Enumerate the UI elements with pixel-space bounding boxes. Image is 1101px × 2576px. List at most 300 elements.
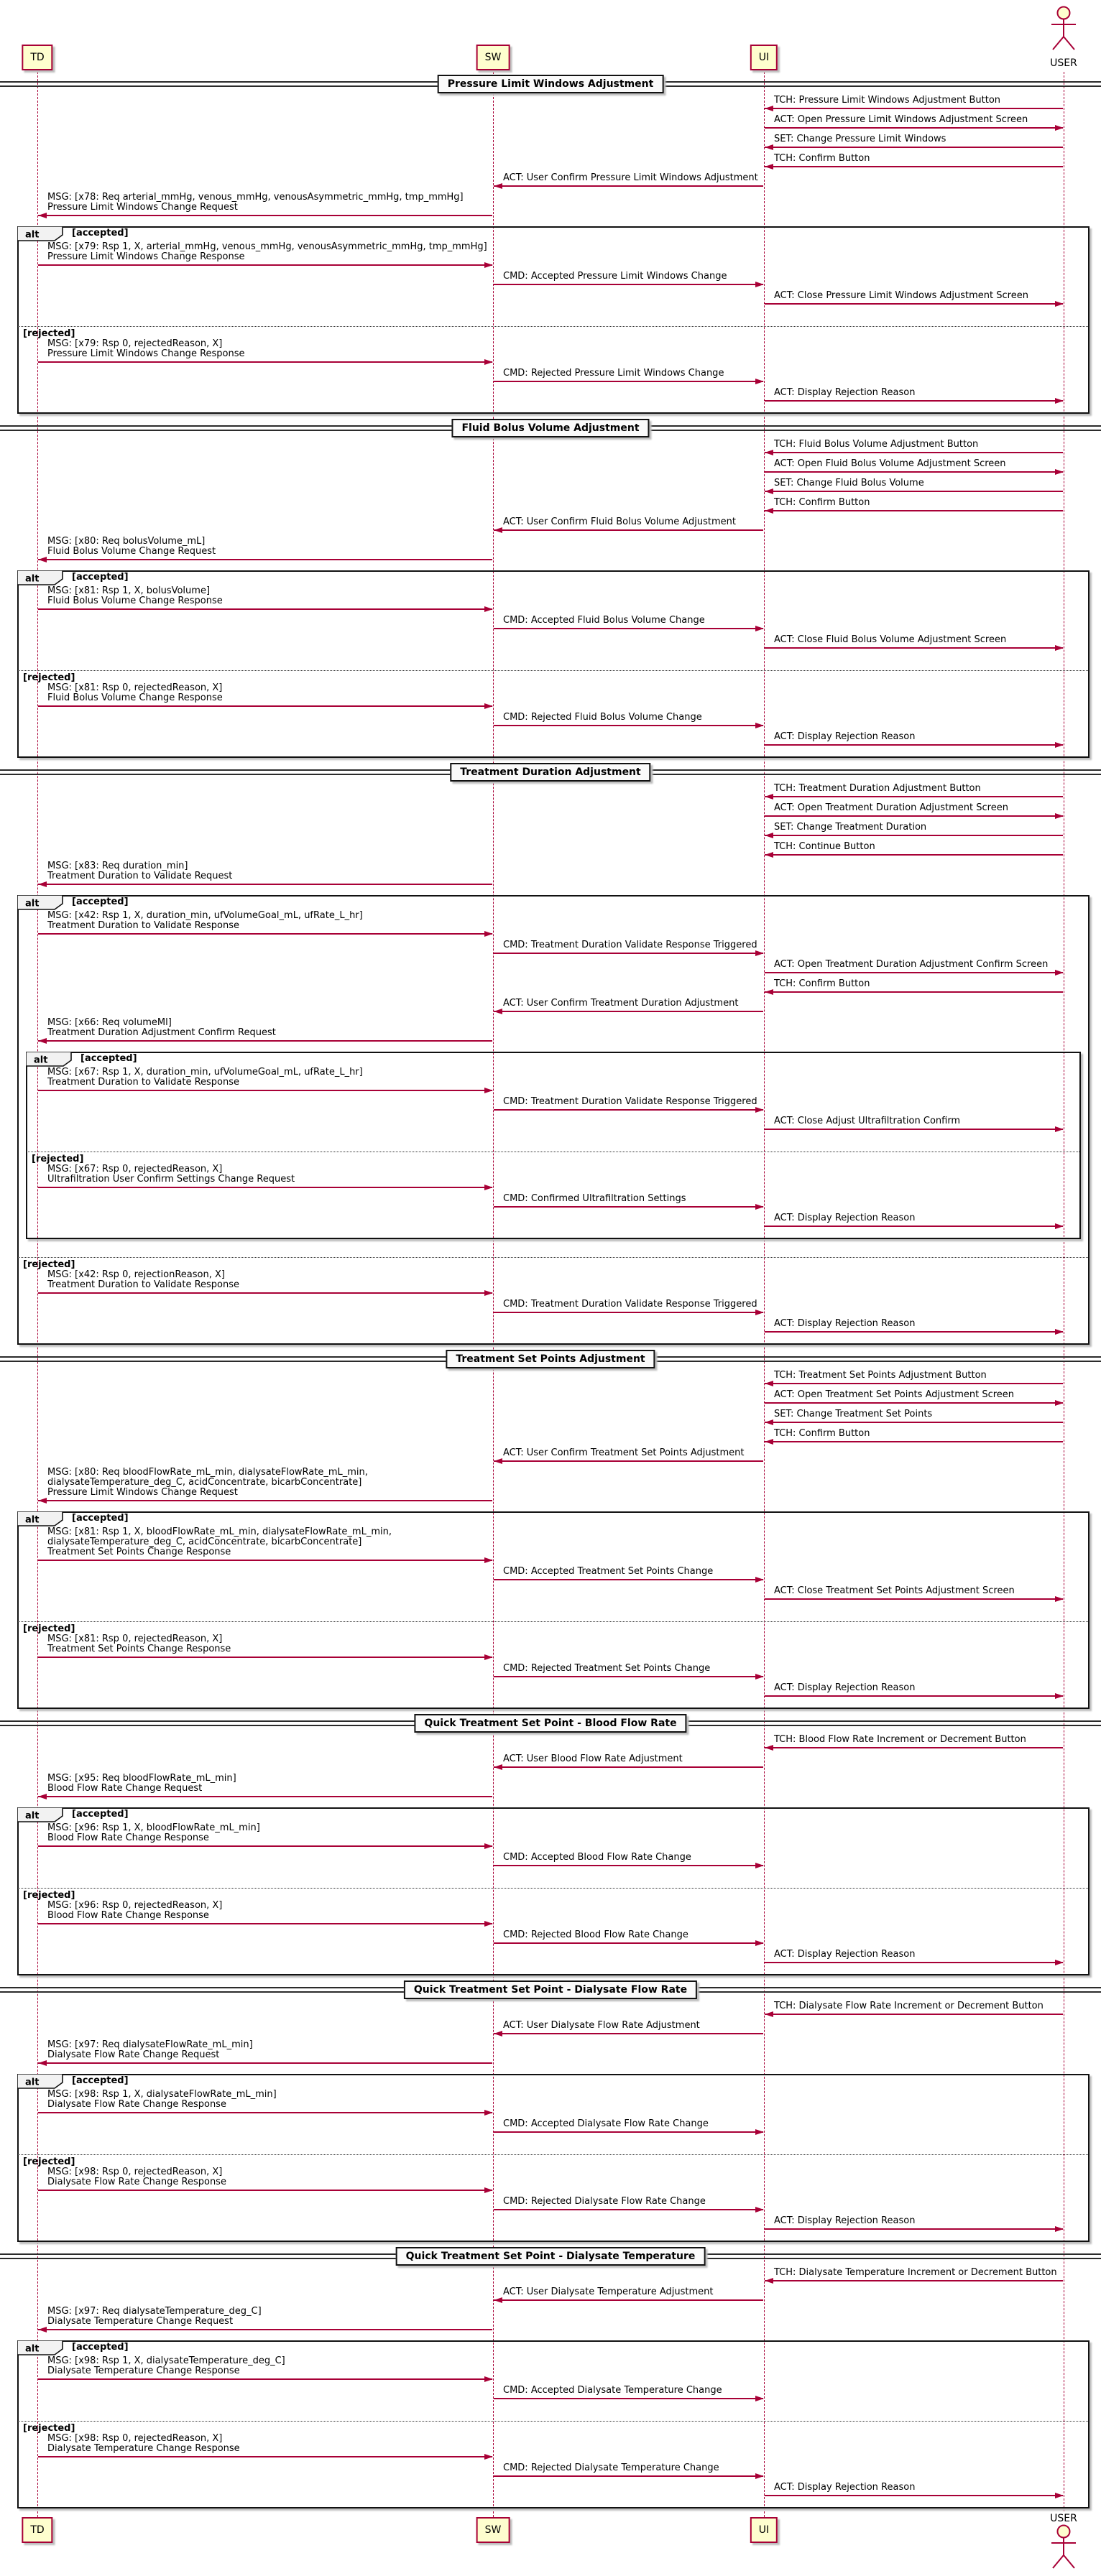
alt-separator bbox=[18, 1888, 1088, 1889]
arrowhead-icon bbox=[1055, 1223, 1064, 1229]
message-label: MSG: [x95: Req bloodFlowRate_mL_min] bbox=[47, 1773, 236, 1784]
arrowhead-icon bbox=[38, 1794, 47, 1799]
message-arrow bbox=[38, 361, 492, 363]
arrowhead-icon bbox=[1055, 1693, 1064, 1699]
arrowhead-icon bbox=[755, 1674, 764, 1680]
message-arrow bbox=[765, 108, 1063, 109]
section-title: Quick Treatment Set Point - Dialysate Temperature bbox=[396, 2247, 706, 2266]
message-label: CMD: Treatment Duration Validate Response Triggered bbox=[503, 1299, 757, 1310]
message-label: Dialysate Flow Rate Change Request bbox=[47, 2049, 220, 2060]
message-label: CMD: Rejected Dialysate Temperature Change bbox=[503, 2463, 719, 2473]
message-label: ACT: Display Rejection Reason bbox=[774, 387, 916, 398]
arrowhead-icon bbox=[484, 1088, 493, 1093]
arrowhead-icon bbox=[765, 2278, 773, 2284]
message-label: Dialysate Temperature Change Response bbox=[47, 2366, 240, 2376]
arrowhead-icon bbox=[765, 1745, 773, 1751]
alt-separator bbox=[18, 2154, 1088, 2155]
svg-text:alt: alt bbox=[25, 2343, 40, 2355]
section-title: Pressure Limit Windows Adjustment bbox=[438, 75, 664, 93]
message-label: ACT: Close Pressure Limit Windows Adjustment Screen bbox=[774, 290, 1028, 301]
arrowhead-icon bbox=[755, 723, 764, 728]
message-label: SET: Change Treatment Set Points bbox=[774, 1409, 933, 1419]
alt-guard: [rejected] bbox=[23, 1623, 75, 1634]
arrowhead-icon bbox=[494, 2297, 502, 2303]
message-arrow bbox=[38, 1657, 492, 1658]
arrowhead-icon bbox=[765, 2011, 773, 2017]
message-label: MSG: [x79: Rsp 0, rejectedReason, X] bbox=[47, 338, 223, 349]
svg-text:alt: alt bbox=[25, 2077, 40, 2088]
arrowhead-icon bbox=[755, 1577, 764, 1583]
message-arrow bbox=[38, 1090, 492, 1091]
message-label: ACT: Open Treatment Duration Adjustment Confirm Screen bbox=[774, 959, 1049, 970]
arrowhead-icon bbox=[484, 1290, 493, 1296]
message-label: ACT: User Dialysate Flow Rate Adjustment bbox=[503, 2020, 700, 2031]
arrowhead-icon bbox=[494, 183, 502, 189]
message-label: TCH: Confirm Button bbox=[774, 497, 870, 508]
message-label: MSG: [x79: Rsp 1, X, arterial_mmHg, venous_mmHg, venousAsymmetric_mmHg, tmp_mmHg] bbox=[47, 241, 487, 252]
message-arrow bbox=[765, 1331, 1063, 1333]
alt-guard: [accepted] bbox=[72, 1513, 129, 1524]
alt-separator bbox=[18, 2421, 1088, 2422]
section-title: Fluid Bolus Volume Adjustment bbox=[451, 419, 649, 437]
message-label: MSG: [x98: Rsp 1, X, dialysateTemperature_deg_C] bbox=[47, 2355, 285, 2366]
message-arrow bbox=[494, 2033, 763, 2034]
arrowhead-icon bbox=[755, 1310, 764, 1315]
svg-text:alt: alt bbox=[25, 1514, 40, 1526]
message-arrow bbox=[765, 1441, 1063, 1442]
message-label: MSG: [x97: Req dialysateTemperature_deg_C] bbox=[47, 2306, 262, 2317]
message-arrow bbox=[494, 1942, 763, 1944]
message-label: ACT: Close Adjust Ultrafiltration Confirm bbox=[774, 1116, 961, 1126]
message-arrow bbox=[494, 953, 763, 954]
message-label: Dialysate Flow Rate Change Response bbox=[47, 2099, 226, 2110]
message-arrow bbox=[38, 1292, 492, 1294]
arrowhead-icon bbox=[484, 1843, 493, 1849]
message-arrow bbox=[38, 1923, 492, 1924]
message-label: Ultrafiltration User Confirm Settings Change Request bbox=[47, 1174, 295, 1185]
participant-box-td-top: TD bbox=[22, 45, 52, 70]
arrowhead-icon bbox=[755, 1204, 764, 1210]
arrowhead-icon bbox=[484, 2187, 493, 2193]
alt-guard: [rejected] bbox=[23, 2423, 75, 2434]
message-label: CMD: Treatment Duration Validate Response Triggered bbox=[503, 1096, 757, 1107]
message-label: MSG: [x81: Rsp 1, X, bolusVolume] bbox=[47, 585, 211, 596]
message-arrow bbox=[494, 1766, 763, 1768]
arrowhead-icon bbox=[484, 2110, 493, 2116]
participant-box-td-bottom: TD bbox=[22, 2517, 52, 2543]
message-arrow bbox=[765, 303, 1063, 305]
arrowhead-icon bbox=[755, 2473, 764, 2479]
message-label: TCH: Fluid Bolus Volume Adjustment Button bbox=[774, 439, 979, 450]
message-arrow bbox=[765, 400, 1063, 402]
arrowhead-icon bbox=[484, 262, 493, 268]
arrowhead-icon bbox=[38, 2060, 47, 2066]
message-label: CMD: Treatment Duration Validate Response Triggered bbox=[503, 940, 757, 950]
message-label: ACT: Open Fluid Bolus Volume Adjustment Screen bbox=[774, 458, 1006, 469]
message-arrow bbox=[38, 264, 492, 266]
message-label: SET: Change Pressure Limit Windows bbox=[774, 134, 946, 144]
message-label: TCH: Confirm Button bbox=[774, 153, 870, 164]
message-label: MSG: [x81: Rsp 1, X, bloodFlowRate_mL_min, dialysateFlowRate_mL_min, bbox=[47, 1526, 392, 1537]
message-arrow bbox=[38, 215, 492, 216]
arrowhead-icon bbox=[484, 931, 493, 937]
arrowhead-icon bbox=[765, 989, 773, 995]
arrowhead-icon bbox=[765, 144, 773, 150]
arrowhead-icon bbox=[1055, 813, 1064, 819]
message-label: ACT: Display Rejection Reason bbox=[774, 1318, 916, 1329]
alt-guard: [rejected] bbox=[23, 1890, 75, 1901]
message-arrow bbox=[494, 284, 763, 285]
message-arrow bbox=[494, 1206, 763, 1208]
message-arrow bbox=[38, 2378, 492, 2380]
arrowhead-icon bbox=[494, 2031, 502, 2037]
message-label: ACT: User Blood Flow Rate Adjustment bbox=[503, 1753, 683, 1764]
message-arrow bbox=[494, 2398, 763, 2399]
message-label: CMD: Accepted Blood Flow Rate Change bbox=[503, 1852, 691, 1863]
message-label: MSG: [x98: Rsp 1, X, dialysateFlowRate_mL_min] bbox=[47, 2089, 277, 2100]
arrowhead-icon bbox=[765, 508, 773, 514]
message-label: MSG: [x81: Rsp 0, rejectedReason, X] bbox=[47, 1634, 223, 1644]
message-arrow bbox=[494, 2209, 763, 2210]
message-arrow bbox=[38, 2329, 492, 2330]
message-label: CMD: Accepted Dialysate Temperature Change bbox=[503, 2385, 722, 2396]
message-label: MSG: [x42: Rsp 0, rejectionReason, X] bbox=[47, 1269, 225, 1280]
message-arrow bbox=[765, 2495, 1063, 2496]
arrowhead-icon bbox=[38, 1498, 47, 1504]
arrowhead-icon bbox=[765, 1439, 773, 1445]
arrowhead-icon bbox=[38, 213, 47, 218]
arrowhead-icon bbox=[755, 379, 764, 384]
arrowhead-icon bbox=[765, 833, 773, 838]
message-label: CMD: Rejected Fluid Bolus Volume Change bbox=[503, 712, 702, 723]
message-arrow bbox=[765, 1422, 1063, 1423]
alt-label bbox=[17, 226, 63, 241]
svg-text:alt: alt bbox=[25, 573, 40, 585]
message-arrow bbox=[765, 510, 1063, 511]
message-label: TCH: Dialysate Flow Rate Increment or Decrement Button bbox=[774, 2001, 1044, 2011]
message-arrow bbox=[38, 1500, 492, 1501]
message-arrow bbox=[765, 972, 1063, 973]
arrowhead-icon bbox=[484, 703, 493, 709]
message-arrow bbox=[765, 1962, 1063, 1963]
message-label: Fluid Bolus Volume Change Response bbox=[47, 596, 223, 606]
alt-separator bbox=[18, 670, 1088, 671]
arrowhead-icon bbox=[755, 282, 764, 287]
alt-guard: [rejected] bbox=[23, 2156, 75, 2167]
section-title: Treatment Duration Adjustment bbox=[450, 763, 650, 782]
message-label: TCH: Blood Flow Rate Increment or Decrement Button bbox=[774, 1734, 1026, 1745]
svg-text:alt: alt bbox=[25, 1810, 40, 1822]
message-label: Treatment Duration to Validate Response bbox=[47, 1279, 240, 1290]
message-label: CMD: Accepted Fluid Bolus Volume Change bbox=[503, 615, 705, 626]
message-arrow bbox=[765, 1383, 1063, 1384]
message-arrow bbox=[494, 1676, 763, 1677]
arrowhead-icon bbox=[1055, 1960, 1064, 1965]
message-label: MSG: [x98: Rsp 0, rejectedReason, X] bbox=[47, 2167, 223, 2177]
arrowhead-icon bbox=[1055, 1126, 1064, 1132]
message-label: MSG: [x83: Req duration_min] bbox=[47, 861, 188, 871]
svg-text:alt: alt bbox=[25, 229, 40, 241]
message-label: CMD: Accepted Dialysate Flow Rate Change bbox=[503, 2118, 709, 2129]
message-arrow bbox=[494, 1579, 763, 1580]
message-arrow bbox=[765, 1129, 1063, 1130]
arrowhead-icon bbox=[1055, 742, 1064, 748]
message-label: TCH: Dialysate Temperature Increment or Decrement Button bbox=[774, 2267, 1057, 2278]
message-label: ACT: Open Pressure Limit Windows Adjustment Screen bbox=[774, 114, 1028, 125]
svg-text:alt: alt bbox=[25, 898, 40, 909]
message-label: ACT: Display Rejection Reason bbox=[774, 2482, 916, 2493]
message-label: Treatment Set Points Change Response bbox=[47, 1644, 231, 1654]
message-label: ACT: User Confirm Treatment Set Points Adjustment bbox=[503, 1447, 745, 1458]
message-arrow bbox=[38, 2062, 492, 2064]
message-arrow bbox=[765, 2228, 1063, 2230]
message-arrow bbox=[38, 1187, 492, 1188]
alt-guard: [accepted] bbox=[72, 572, 129, 583]
alt-guard: [accepted] bbox=[80, 1053, 137, 1064]
user-actor-icon bbox=[1046, 6, 1081, 53]
actor-label-user-top: USER bbox=[1050, 57, 1077, 69]
message-label: ACT: User Confirm Fluid Bolus Volume Adjustment bbox=[503, 516, 736, 527]
arrowhead-icon bbox=[494, 1764, 502, 1770]
message-arrow bbox=[494, 2475, 763, 2477]
message-arrow bbox=[38, 933, 492, 935]
participant-box-sw-top: SW bbox=[476, 45, 510, 70]
arrowhead-icon bbox=[1055, 2493, 1064, 2498]
message-label: Blood Flow Rate Change Response bbox=[47, 1910, 209, 1921]
message-arrow bbox=[494, 1109, 763, 1111]
message-label: ACT: Display Rejection Reason bbox=[774, 2215, 916, 2226]
message-label: MSG: [x42: Rsp 1, X, duration_min, ufVolumeGoal_mL, ufRate_L_hr] bbox=[47, 910, 363, 921]
message-label: ACT: User Dialysate Temperature Adjustment bbox=[503, 2287, 714, 2297]
message-label: TCH: Treatment Duration Adjustment Button bbox=[774, 783, 981, 794]
message-label: ACT: Display Rejection Reason bbox=[774, 1682, 916, 1693]
message-arrow bbox=[765, 815, 1063, 817]
message-label: MSG: [x81: Rsp 0, rejectedReason, X] bbox=[47, 682, 223, 693]
message-arrow bbox=[765, 854, 1063, 856]
message-label: CMD: Accepted Treatment Set Points Change bbox=[503, 1566, 714, 1577]
message-arrow bbox=[765, 1747, 1063, 1748]
alt-guard: [accepted] bbox=[72, 2075, 129, 2086]
arrowhead-icon bbox=[38, 557, 47, 562]
participant-box-ui-bottom: UI bbox=[750, 2517, 778, 2543]
message-label: SET: Change Fluid Bolus Volume bbox=[774, 478, 924, 488]
message-label: CMD: Rejected Pressure Limit Windows Change bbox=[503, 368, 724, 379]
alt-guard: [accepted] bbox=[72, 2342, 129, 2353]
arrowhead-icon bbox=[1055, 970, 1064, 976]
arrowhead-icon bbox=[1055, 645, 1064, 651]
message-label: Pressure Limit Windows Change Request bbox=[47, 1487, 238, 1498]
arrowhead-icon bbox=[494, 1009, 502, 1014]
arrowhead-icon bbox=[38, 1038, 47, 1044]
arrowhead-icon bbox=[1055, 398, 1064, 404]
arrowhead-icon bbox=[755, 2129, 764, 2135]
message-label: ACT: User Confirm Treatment Duration Adjustment bbox=[503, 998, 739, 1009]
message-arrow bbox=[765, 127, 1063, 129]
message-label: ACT: Display Rejection Reason bbox=[774, 1213, 916, 1223]
arrowhead-icon bbox=[484, 1185, 493, 1190]
arrowhead-icon bbox=[765, 1419, 773, 1425]
alt-label bbox=[17, 2074, 63, 2089]
alt-guard: [accepted] bbox=[72, 1809, 129, 1820]
alt-guard: [rejected] bbox=[23, 1259, 75, 1270]
message-label: dialysateTemperature_deg_C, acidConcentrate, bicarbConcentrate] bbox=[47, 1477, 362, 1488]
arrowhead-icon bbox=[494, 1458, 502, 1464]
message-arrow bbox=[38, 2190, 492, 2191]
message-arrow bbox=[494, 2131, 763, 2133]
message-arrow bbox=[494, 185, 763, 187]
arrowhead-icon bbox=[755, 1940, 764, 1946]
message-arrow bbox=[38, 1560, 492, 1561]
arrowhead-icon bbox=[484, 2376, 493, 2382]
arrowhead-icon bbox=[1055, 2226, 1064, 2232]
message-label: Dialysate Flow Rate Change Response bbox=[47, 2177, 226, 2187]
arrowhead-icon bbox=[765, 450, 773, 455]
message-arrow bbox=[765, 796, 1063, 797]
message-label: CMD: Rejected Dialysate Flow Rate Change bbox=[503, 2196, 706, 2207]
arrowhead-icon bbox=[484, 1921, 493, 1927]
message-label: ACT: Open Treatment Duration Adjustment Screen bbox=[774, 802, 1008, 813]
arrowhead-icon bbox=[38, 2327, 47, 2332]
arrowhead-icon bbox=[484, 2454, 493, 2460]
section-title: Quick Treatment Set Point - Blood Flow Rate bbox=[414, 1714, 686, 1733]
arrowhead-icon bbox=[765, 1381, 773, 1386]
message-label: Treatment Duration Adjustment Confirm Request bbox=[47, 1027, 276, 1038]
alt-guard: [accepted] bbox=[72, 896, 129, 907]
message-label: TCH: Pressure Limit Windows Adjustment Button bbox=[774, 95, 1001, 106]
message-label: Pressure Limit Windows Change Response bbox=[47, 348, 245, 359]
message-arrow bbox=[38, 559, 492, 560]
message-label: MSG: [x96: Rsp 1, X, bloodFlowRate_mL_min] bbox=[47, 1822, 260, 1833]
arrowhead-icon bbox=[484, 359, 493, 365]
message-arrow bbox=[765, 491, 1063, 492]
arrowhead-icon bbox=[755, 2207, 764, 2213]
message-arrow bbox=[765, 991, 1063, 993]
message-label: CMD: Rejected Blood Flow Rate Change bbox=[503, 1929, 688, 1940]
alt-separator bbox=[18, 1621, 1088, 1622]
message-arrow bbox=[765, 147, 1063, 148]
message-label: MSG: [x78: Req arterial_mmHg, venous_mmHg, venousAsymmetric_mmHg, tmp_mmHg] bbox=[47, 192, 464, 203]
message-label: MSG: [x96: Rsp 0, rejectedReason, X] bbox=[47, 1900, 223, 1911]
message-label: TCH: Confirm Button bbox=[774, 978, 870, 989]
message-arrow bbox=[38, 1845, 492, 1847]
message-label: MSG: [x97: Req dialysateFlowRate_mL_min] bbox=[47, 2039, 253, 2050]
alt-guard: [rejected] bbox=[32, 1154, 84, 1164]
participant-box-sw-bottom: SW bbox=[476, 2517, 510, 2543]
message-label: MSG: [x80: Req bloodFlowRate_mL_min, dialysateFlowRate_mL_min, bbox=[47, 1467, 368, 1478]
alt-label bbox=[17, 1807, 63, 1822]
arrowhead-icon bbox=[1055, 1400, 1064, 1406]
message-arrow bbox=[494, 1460, 763, 1462]
message-arrow bbox=[765, 471, 1063, 473]
arrowhead-icon bbox=[484, 606, 493, 612]
message-arrow bbox=[765, 1226, 1063, 1227]
message-label: Pressure Limit Windows Change Request bbox=[47, 202, 238, 213]
message-label: CMD: Accepted Pressure Limit Windows Change bbox=[503, 271, 727, 282]
message-label: Dialysate Temperature Change Response bbox=[47, 2443, 240, 2454]
alt-label bbox=[17, 895, 63, 910]
arrowhead-icon bbox=[484, 1557, 493, 1563]
message-label: ACT: Display Rejection Reason bbox=[774, 731, 916, 742]
message-arrow bbox=[38, 705, 492, 707]
message-label: SET: Change Treatment Duration bbox=[774, 822, 927, 833]
message-label: MSG: [x67: Rsp 1, X, duration_min, ufVolumeGoal_mL, ufRate_L_hr] bbox=[47, 1067, 363, 1078]
message-arrow bbox=[765, 2280, 1063, 2281]
message-arrow bbox=[494, 1865, 763, 1866]
alt-guard: [rejected] bbox=[23, 328, 75, 339]
message-label: Treatment Duration to Validate Response bbox=[47, 1077, 240, 1088]
message-arrow bbox=[494, 725, 763, 726]
message-label: TCH: Continue Button bbox=[774, 841, 875, 852]
message-label: Treatment Duration to Validate Request bbox=[47, 871, 233, 881]
message-arrow bbox=[765, 835, 1063, 836]
message-label: Blood Flow Rate Change Request bbox=[47, 1783, 203, 1794]
message-label: ACT: Close Fluid Bolus Volume Adjustment Screen bbox=[774, 634, 1007, 645]
arrowhead-icon bbox=[765, 106, 773, 111]
message-label: ACT: Open Treatment Set Points Adjustment Screen bbox=[774, 1389, 1015, 1400]
message-label: ACT: User Confirm Pressure Limit Windows Adjustment bbox=[503, 172, 758, 183]
alt-guard: [accepted] bbox=[72, 228, 129, 238]
alt-label bbox=[17, 2340, 63, 2355]
message-label: Fluid Bolus Volume Change Request bbox=[47, 546, 216, 557]
message-arrow bbox=[765, 2014, 1063, 2015]
alt-label bbox=[17, 1511, 63, 1526]
message-arrow bbox=[765, 744, 1063, 746]
message-label: Blood Flow Rate Change Response bbox=[47, 1833, 209, 1843]
arrowhead-icon bbox=[755, 626, 764, 631]
arrowhead-icon bbox=[38, 881, 47, 887]
arrowhead-icon bbox=[765, 488, 773, 494]
message-label: CMD: Confirmed Ultrafiltration Settings bbox=[503, 1193, 686, 1204]
alt-label bbox=[17, 570, 63, 585]
message-arrow bbox=[494, 1312, 763, 1313]
message-label: Pressure Limit Windows Change Response bbox=[47, 251, 245, 262]
message-arrow bbox=[38, 884, 492, 885]
arrowhead-icon bbox=[755, 1863, 764, 1868]
user-actor-icon bbox=[1046, 2524, 1081, 2572]
arrowhead-icon bbox=[494, 527, 502, 533]
arrowhead-icon bbox=[755, 950, 764, 956]
message-arrow bbox=[765, 1402, 1063, 1404]
alt-label bbox=[26, 1052, 72, 1067]
arrowhead-icon bbox=[765, 794, 773, 800]
arrowhead-icon bbox=[1055, 125, 1064, 131]
arrowhead-icon bbox=[1055, 301, 1064, 307]
arrowhead-icon bbox=[1055, 469, 1064, 475]
message-arrow bbox=[765, 452, 1063, 453]
message-label: ACT: Display Rejection Reason bbox=[774, 1949, 916, 1960]
arrowhead-icon bbox=[755, 2396, 764, 2401]
message-arrow bbox=[38, 1796, 492, 1797]
arrowhead-icon bbox=[484, 1654, 493, 1660]
arrowhead-icon bbox=[765, 164, 773, 170]
message-arrow bbox=[38, 608, 492, 610]
message-label: MSG: [x67: Rsp 0, rejectedReason, X] bbox=[47, 1164, 223, 1175]
message-label: Treatment Duration to Validate Response bbox=[47, 920, 240, 931]
message-label: Dialysate Temperature Change Request bbox=[47, 2316, 234, 2327]
message-arrow bbox=[38, 2112, 492, 2113]
arrowhead-icon bbox=[765, 852, 773, 858]
svg-text:alt: alt bbox=[34, 1055, 48, 1066]
message-label: CMD: Rejected Treatment Set Points Change bbox=[503, 1663, 711, 1674]
alt-separator bbox=[18, 1257, 1088, 1258]
message-label: TCH: Confirm Button bbox=[774, 1428, 870, 1439]
message-arrow bbox=[494, 381, 763, 382]
section-title: Treatment Set Points Adjustment bbox=[446, 1350, 655, 1368]
message-arrow bbox=[765, 166, 1063, 167]
message-label: Fluid Bolus Volume Change Response bbox=[47, 692, 223, 703]
message-arrow bbox=[765, 647, 1063, 649]
arrowhead-icon bbox=[1055, 1329, 1064, 1335]
